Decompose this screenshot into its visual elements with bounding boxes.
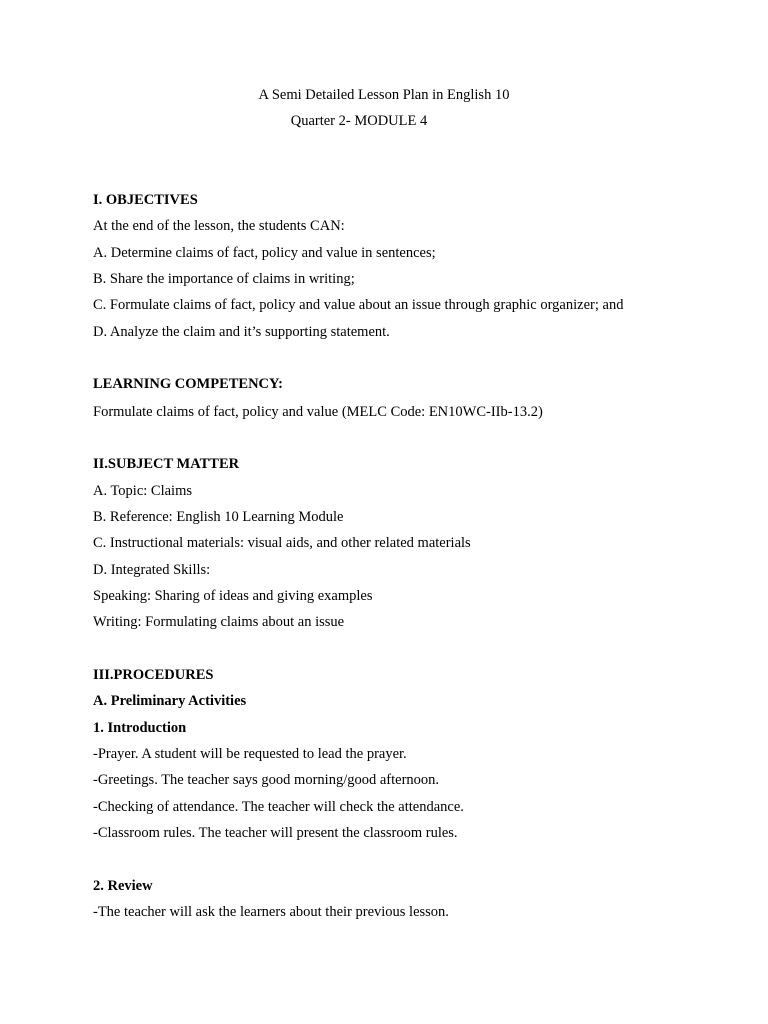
subject-matter-item: C. Instructional materials: visual aids, and other related materials [93, 535, 471, 551]
document-title: A Semi Detailed Lesson Plan in English 10 [258, 87, 510, 103]
procedures-heading: III.PROCEDURES [93, 667, 214, 683]
objective-item: C. Formulate claims of fact, policy and value about an issue through graphic organizer; and [93, 297, 624, 313]
objective-item: B. Share the importance of claims in writing; [93, 271, 355, 287]
competency-heading: LEARNING COMPETENCY: [93, 376, 283, 392]
introduction-item: -Checking of attendance. The teacher will check the attendance. [93, 799, 464, 815]
subject-matter-item: B. Reference: English 10 Learning Module [93, 509, 344, 525]
objective-item: A. Determine claims of fact, policy and value in sentences; [93, 245, 436, 261]
preliminary-activities-heading: A. Preliminary Activities [93, 693, 247, 709]
introduction-item: -Greetings. The teacher says good morning/good afternoon. [93, 772, 440, 788]
objectives-heading: I. OBJECTIVES [93, 192, 198, 208]
subject-matter-item: Writing: Formulating claims about an issue [93, 614, 345, 630]
subject-matter-item: D. Integrated Skills: [93, 562, 211, 578]
competency-text: Formulate claims of fact, policy and value (MELC Code: EN10WC-IIb-13.2) [93, 404, 543, 420]
document-subtitle: Quarter 2- MODULE 4 [290, 113, 428, 129]
subject-matter-heading: II.SUBJECT MATTER [93, 456, 240, 472]
subject-matter-item: A. Topic: Claims [93, 483, 193, 499]
introduction-item: -Classroom rules. The teacher will present the classroom rules. [93, 825, 458, 841]
review-heading: 2. Review [93, 878, 153, 894]
objective-item: D. Analyze the claim and it’s supporting statement. [93, 324, 390, 340]
subject-matter-item: Speaking: Sharing of ideas and giving examples [93, 588, 373, 604]
introduction-item: -Prayer. A student will be requested to lead the prayer. [93, 746, 407, 762]
objectives-intro: At the end of the lesson, the students CAN: [93, 218, 345, 234]
introduction-heading: 1. Introduction [93, 720, 187, 736]
review-item: -The teacher will ask the learners about their previous lesson. [93, 904, 449, 920]
